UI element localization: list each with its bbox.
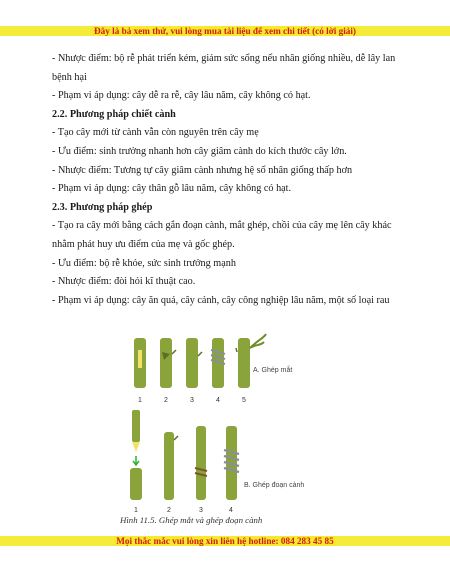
figure-label-a: A. Ghép mắt xyxy=(253,367,293,374)
bud-graft-step-3 xyxy=(186,338,202,388)
paragraph: - Nhược điểm: Tương tự cây giâm cành nhưng hệ số nhân giống thấp hơn xyxy=(52,164,353,176)
step-number: 1 xyxy=(138,397,142,404)
paragraph: - Nhược điểm: bộ rễ phát triển kém, giảm sức sống nếu nhân giống nhiều, dễ lây lan bệnh hại xyxy=(52,53,396,83)
bud-graft-step-5 xyxy=(236,334,266,388)
grafting-illustration xyxy=(118,330,305,525)
section-heading: 2.2. Phương pháp chiết cành xyxy=(52,108,176,120)
top-notice-banner xyxy=(0,26,450,36)
step-number: 1 xyxy=(134,507,138,514)
top-notice-text: Đây là bả xem thử, vui lòng mua tài liệu để xem chi tiết (có lời giải) xyxy=(94,26,356,36)
paragraph: - Nhược điểm: đòi hỏi kĩ thuật cao. xyxy=(52,276,196,288)
step-number: 2 xyxy=(167,507,171,514)
step-number: 2 xyxy=(164,397,168,404)
step-number: 5 xyxy=(242,397,246,404)
section-heading: 2.3. Phương pháp ghép xyxy=(52,201,153,213)
bottom-notice-text: Mọi thắc mắc vui lòng xin liên hệ hotline: 084 283 45 85 xyxy=(116,536,334,546)
figure-label-b: B. Ghép đoạn cành xyxy=(244,482,305,489)
document-body xyxy=(52,50,404,310)
cleft-graft-step-3 xyxy=(195,426,207,500)
grafting-diagram xyxy=(118,330,305,520)
paragraph: - Ưu điểm: sinh trưởng nhanh hơn cây giâm cành do kích thước cây lớn. xyxy=(52,145,347,157)
step-number: 4 xyxy=(216,397,220,404)
bud-graft-step-4 xyxy=(211,338,225,388)
paragraph: - Phạm vi áp dụng: cây dễ ra rễ, cây lâu năm, cây không có hạt. xyxy=(52,90,311,102)
bottom-notice-banner xyxy=(0,536,450,546)
bud-graft-step-1 xyxy=(134,338,146,388)
paragraph: - Phạm vi áp dụng: cây thân gỗ lâu năm, cây không có hạt. xyxy=(52,183,292,195)
step-number: 3 xyxy=(199,507,203,514)
paragraph: - Tạo cây mới từ cành vẫn còn nguyên trên cây mẹ xyxy=(52,127,259,139)
figure-caption: Hình 11.5. Ghép mắt và ghép đoạn cành xyxy=(120,515,263,525)
bud-graft-step-2 xyxy=(160,338,176,388)
cleft-graft-step-1 xyxy=(130,410,142,500)
paragraph: - Tạo ra cây mới bằng cách gắn đoạn cành, mắt ghép, chồi của cây mẹ lên cây khác nhằm phát huy ưu điểm của mẹ và gốc ghép. xyxy=(52,220,392,250)
cleft-graft-step-4 xyxy=(224,426,239,500)
step-number: 3 xyxy=(190,397,194,404)
step-number: 4 xyxy=(229,507,233,514)
cleft-graft-step-2 xyxy=(164,432,178,500)
paragraph: - Ưu điểm: bộ rễ khỏe, sức sinh trưởng mạnh xyxy=(52,257,236,269)
paragraph: - Phạm vi áp dụng: cây ăn quả, cây cảnh, cây công nghiệp lâu năm, một số loại rau xyxy=(52,294,390,306)
